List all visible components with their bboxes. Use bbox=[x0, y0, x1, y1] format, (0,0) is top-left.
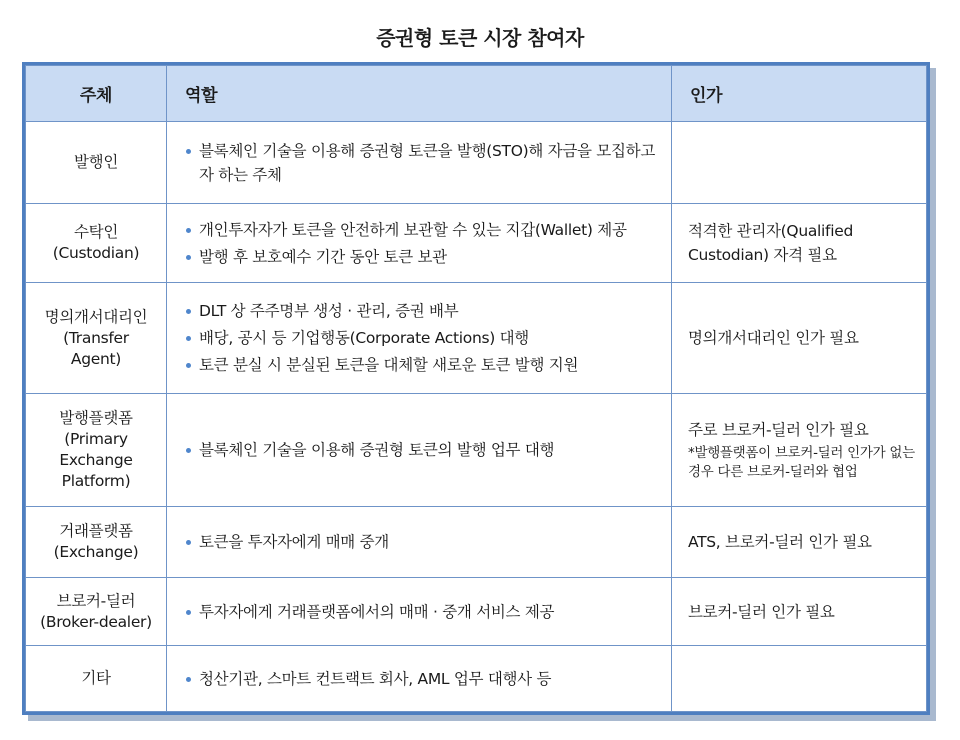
role-item: 토큰 분실 시 분실된 토큰을 대체할 새로운 토큰 발행 지원 bbox=[185, 353, 661, 377]
header-license: 인가 bbox=[672, 66, 927, 122]
role-item: 배당, 공시 등 기업행동(Corporate Actions) 대행 bbox=[185, 326, 661, 350]
table-row bbox=[26, 204, 927, 283]
role-item: 블록체인 기술을 이용해 증권형 토큰의 발행 업무 대행 bbox=[185, 438, 661, 462]
role-cell bbox=[167, 578, 672, 646]
entity-cell bbox=[26, 204, 167, 283]
role-cell bbox=[167, 283, 672, 394]
entity-subtitle: (Exchange) bbox=[53, 543, 139, 561]
license-cell bbox=[672, 507, 927, 578]
license-note: *발행플랫폼이 브로커-딜러 인가가 없는 경우 다른 브로커-딜러와 협업 bbox=[688, 445, 915, 480]
license-cell bbox=[672, 394, 927, 507]
license-text: 명의개서대리인 인가 필요 bbox=[688, 329, 859, 347]
license-cell bbox=[672, 204, 927, 283]
role-cell bbox=[167, 204, 672, 283]
table-row bbox=[26, 283, 927, 394]
entity-cell bbox=[26, 283, 167, 394]
license-cell bbox=[672, 646, 927, 712]
entity-name: 발행인 bbox=[73, 153, 119, 171]
entity-cell bbox=[26, 394, 167, 507]
entity-cell bbox=[26, 646, 167, 712]
table-row bbox=[26, 578, 927, 646]
role-item: 개인투자자가 토큰을 안전하게 보관할 수 있는 지갑(Wallet) 제공 bbox=[185, 218, 661, 242]
role-cell bbox=[167, 646, 672, 712]
role-item: 토큰을 투자자에게 매매 중개 bbox=[185, 530, 661, 554]
entity-subtitle: (Primary Exchange Platform) bbox=[59, 430, 133, 490]
table-row bbox=[26, 122, 927, 204]
entity-subtitle: (Transfer Agent) bbox=[63, 328, 129, 368]
license-cell bbox=[672, 283, 927, 394]
participants-table bbox=[22, 62, 930, 715]
role-item: 청산기관, 스마트 컨트랙트 회사, AML 업무 대행사 등 bbox=[185, 667, 661, 691]
entity-name: 수탁인 bbox=[73, 223, 119, 241]
entity-name: 브로커-딜러 bbox=[56, 591, 136, 610]
role-cell bbox=[167, 122, 672, 204]
entity-cell bbox=[26, 578, 167, 646]
entity-name: 발행플랫폼 bbox=[59, 409, 133, 427]
table-row bbox=[26, 646, 927, 712]
entity-subtitle: (Broker-dealer) bbox=[40, 612, 152, 631]
license-text: 주로 브로커-딜러 인가 필요 bbox=[688, 421, 869, 439]
license-text: ATS, 브로커-딜러 인가 필요 bbox=[688, 533, 872, 551]
role-cell bbox=[167, 507, 672, 578]
page-title: 증권형 토큰 시장 참여자 bbox=[376, 26, 584, 50]
entity-name: 거래플랫폼 bbox=[59, 522, 133, 540]
header-role: 역할 bbox=[167, 66, 672, 122]
role-item: 블록체인 기술을 이용해 증권형 토큰을 발행(STO)해 자금을 모집하고자 하는 주체 bbox=[185, 139, 661, 187]
license-cell bbox=[672, 578, 927, 646]
table-row bbox=[26, 507, 927, 578]
table-row bbox=[26, 394, 927, 507]
license-text: 브로커-딜러 인가 필요 bbox=[688, 602, 835, 621]
table-header-row bbox=[26, 66, 927, 122]
entity-cell bbox=[26, 122, 167, 204]
entity-name: 명의개서대리인 bbox=[44, 307, 148, 326]
role-cell bbox=[167, 394, 672, 507]
entity-name: 기타 bbox=[81, 669, 111, 687]
license-text: 적격한 관리자(Qualified Custodian) 자격 필요 bbox=[688, 222, 853, 264]
role-item: 발행 후 보호예수 기간 동안 토큰 보관 bbox=[185, 245, 661, 269]
entity-subtitle: (Custodian) bbox=[52, 244, 140, 262]
role-item: 투자자에게 거래플랫폼에서의 매매 · 중개 서비스 제공 bbox=[185, 600, 661, 624]
entity-cell bbox=[26, 507, 167, 578]
header-entity: 주체 bbox=[26, 66, 167, 122]
role-item: DLT 상 주주명부 생성 · 관리, 증권 배부 bbox=[185, 299, 661, 323]
license-cell bbox=[672, 122, 927, 204]
